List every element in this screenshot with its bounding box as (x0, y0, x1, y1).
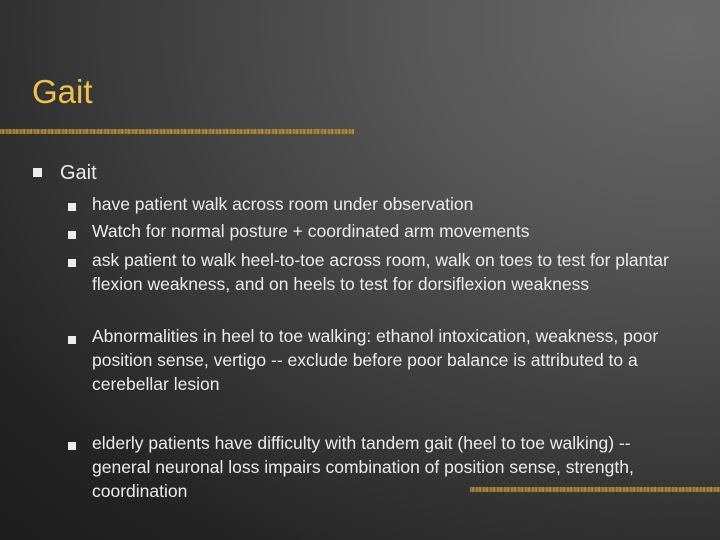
square-bullet-icon (68, 203, 76, 211)
square-bullet-icon (68, 442, 76, 450)
list-item: elderly patients have difficulty with tandem gait (heel to toe walking) -- general neuronal loss impairs combination of position sense, strength, coordination (92, 433, 634, 502)
square-bullet-icon (68, 336, 76, 344)
bullet-level1: Gait (60, 162, 97, 184)
list-item: Watch for normal posture + coordinated arm movements (92, 221, 530, 241)
slide-title: Gait (32, 73, 93, 110)
list-item: Abnormalities in heel to toe walking: ethanol intoxication, weakness, poor position sense, vertigo -- exclude before poor balance is attributed to a cerebellar lesion (92, 326, 659, 395)
list-item: have patient walk across room under observation (92, 194, 474, 214)
list-item: ask patient to walk heel-to-toe across room, walk on toes to test for plantar flexion weakness, and on heels to test for dorsiflexion weakness (92, 250, 669, 295)
bottom-divider (470, 487, 720, 492)
square-bullet-icon (68, 231, 76, 239)
square-bullet-icon (68, 259, 76, 267)
square-bullet-icon (33, 168, 42, 177)
